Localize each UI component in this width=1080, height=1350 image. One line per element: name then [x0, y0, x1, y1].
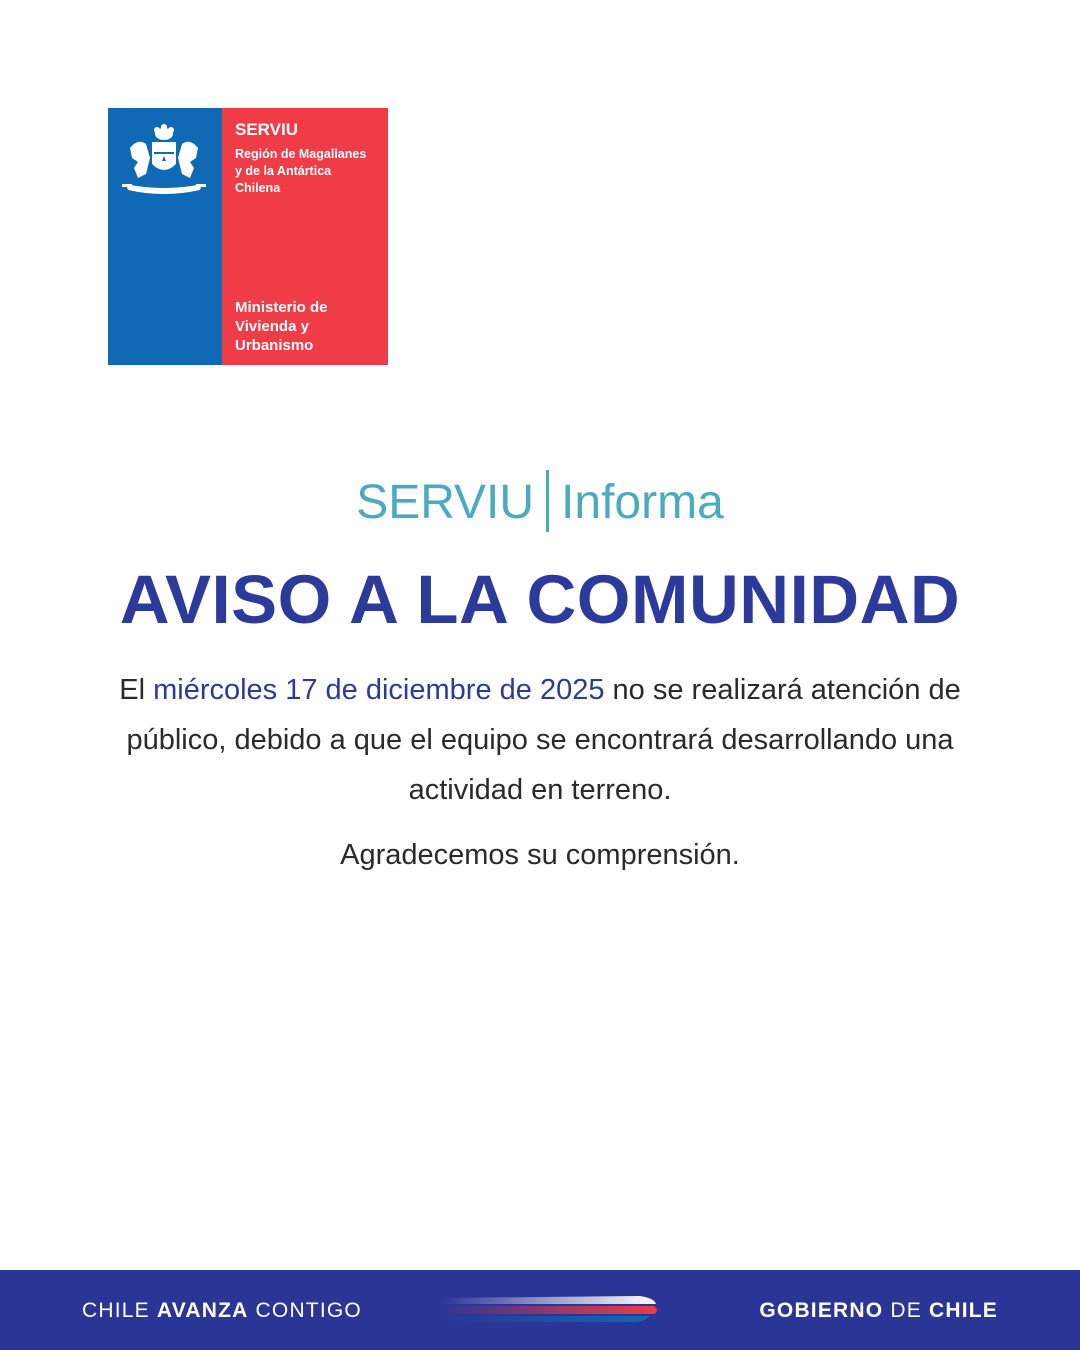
- logo-region-line: Región de Magallanes: [235, 147, 367, 161]
- serviu-logo: [108, 108, 388, 365]
- government-word: GOBIERNO: [759, 1299, 884, 1322]
- flag-swoosh-icon: [440, 1290, 660, 1330]
- logo-blue-panel: [108, 108, 222, 365]
- government-word-light: DE: [890, 1299, 922, 1322]
- footer-government: [759, 1298, 998, 1324]
- government-word: CHILE: [929, 1299, 998, 1322]
- logo-ministry-line: Vivienda y: [235, 318, 309, 335]
- thanks-message: Agradecemos su comprensión.: [340, 839, 740, 871]
- logo-agency-name: SERVIU: [235, 120, 298, 139]
- serviu-informa-header: [0, 470, 1080, 533]
- header-label: Informa: [561, 476, 724, 529]
- notice-prefix: El: [119, 674, 146, 706]
- footer-bar: [0, 1270, 1080, 1350]
- page-title: AVISO A LA COMUNIDAD: [119, 561, 961, 638]
- notice-body: [90, 665, 990, 815]
- logo-region-line: Chilena: [235, 181, 281, 195]
- chile-coat-of-arms-icon: [116, 118, 212, 198]
- header-separator: [546, 470, 549, 532]
- logo-region-name: [235, 146, 385, 197]
- notice-text: no se realizará atención de público, debido a que el equipo se encontrará desarrollando una actividad en terreno.: [126, 674, 961, 806]
- header-brand: SERVIU: [356, 476, 535, 529]
- notice-date: miércoles 17 de diciembre de 2025: [153, 674, 605, 706]
- slogan-word: CHILE: [82, 1299, 150, 1322]
- logo-region-line: y de la Antártica: [235, 164, 332, 178]
- logo-ministry-line: Ministerio de: [235, 299, 328, 316]
- logo-ministry-line: Urbanismo: [235, 337, 314, 354]
- slogan-word: CONTIGO: [255, 1299, 362, 1322]
- logo-red-panel: [222, 108, 388, 365]
- logo-ministry-name: [235, 298, 385, 355]
- footer-slogan: [82, 1298, 362, 1324]
- slogan-word-bold: AVANZA: [156, 1299, 249, 1322]
